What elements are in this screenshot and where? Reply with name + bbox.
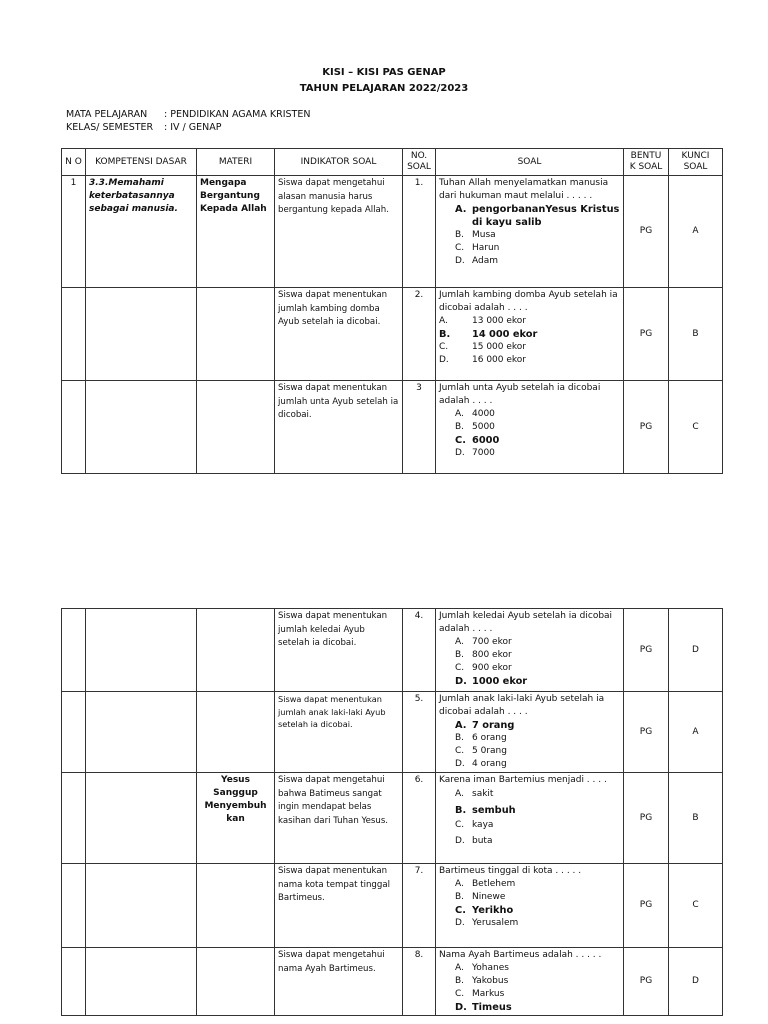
materi: [197, 609, 275, 692]
option-c: C. kaya: [455, 820, 494, 830]
option-c: C. Harun: [455, 243, 500, 253]
option-a: A. sakit: [455, 789, 494, 799]
soal: [436, 609, 624, 692]
indikator: Siswa dapat menentukan jumlah anak laki-laki Ayub setelah ia dicobai.: [275, 692, 403, 773]
soal: [436, 864, 624, 948]
no-soal: 8.: [403, 948, 436, 1016]
table-row: [62, 948, 723, 1016]
option-a: A. 4000: [455, 409, 495, 419]
option-d: D. 1000 ekor: [455, 676, 528, 687]
kunci-soal: D: [669, 948, 723, 1016]
option-d: D. buta: [455, 835, 493, 846]
option-a: A. 13 000 ekor: [439, 316, 526, 326]
option-c: C. 5 0rang: [455, 746, 507, 756]
col-soal: SOAL: [436, 149, 624, 176]
option-b: B. Musa: [455, 230, 496, 240]
question-text: Jumlah kambing domba Ayub setelah ia dicobai adalah . . . .: [439, 290, 618, 313]
indikator: Siswa dapat mengetahui nama Ayah Bartimeus.: [275, 948, 403, 1016]
kunci-soal: B: [669, 288, 723, 381]
bentuk-soal: PG: [624, 288, 669, 381]
kunci-soal: C: [669, 864, 723, 948]
bentuk-soal: PG: [624, 692, 669, 773]
option-c: C. 6000: [455, 435, 500, 446]
materi: [197, 864, 275, 948]
materi: [197, 948, 275, 1016]
option-a: A. pengorbananYesus Kristus di kayu salib: [455, 204, 620, 228]
no-soal: 7.: [403, 864, 436, 948]
bentuk-soal: PG: [624, 773, 669, 864]
question-text: Nama Ayah Bartimeus adalah . . . . .: [439, 950, 602, 960]
materi: Yesus Sanggup Menyembuh kan: [197, 773, 275, 864]
table-header-row: [62, 149, 723, 176]
kunci-soal: A: [669, 176, 723, 288]
kompetensi-dasar: [86, 288, 197, 381]
soal: [436, 692, 624, 773]
indikator: Siswa dapat menentukan nama kota tempat tinggal Bartimeus.: [275, 864, 403, 948]
soal: [436, 381, 624, 474]
option-a: A. 700 ekor: [455, 637, 512, 647]
document-title: KISI – KISI PAS GENAP: [322, 67, 446, 78]
bentuk-soal: PG: [624, 381, 669, 474]
kunci-soal: B: [669, 773, 723, 864]
no-soal: 5.: [403, 692, 436, 773]
option-d: D. Yerusalem: [455, 918, 519, 928]
row-no: [62, 381, 86, 474]
option-d: D. 7000: [455, 448, 495, 458]
indikator: Siswa dapat mengetahui alasan manusia harus bergantung kepada Allah.: [275, 176, 403, 288]
option-d: D. 4 orang: [455, 759, 507, 769]
table-row: [62, 176, 723, 288]
question-text: Tuhan Allah menyelamatkan manusia dari hukuman maut melalui . . . . .: [439, 178, 609, 201]
table-row: [62, 692, 723, 773]
indikator: Siswa dapat menentukan jumlah keledai Ayub setelah ia dicobai.: [275, 609, 403, 692]
col-kompetensi-dasar: KOMPETENSI DASAR: [86, 149, 197, 176]
option-b: B. sembuh: [455, 804, 516, 816]
bentuk-soal: PG: [624, 176, 669, 288]
option-c: C. Markus: [455, 989, 505, 999]
kompetensi-dasar: [86, 773, 197, 864]
row-no: [62, 288, 86, 381]
col-indikator: INDIKATOR SOAL: [275, 149, 403, 176]
kompetensi-dasar: [86, 864, 197, 948]
option-b: B. 5000: [455, 422, 495, 432]
soal: [436, 773, 624, 864]
kompetensi-dasar: [86, 948, 197, 1016]
document-subtitle: TAHUN PELAJARAN 2022/2023: [299, 83, 469, 94]
table-row: [62, 864, 723, 948]
bentuk-soal: PG: [624, 864, 669, 948]
bentuk-soal: PG: [624, 609, 669, 692]
question-text: Jumlah keledai Ayub setelah ia dicobai adalah . . . .: [439, 611, 613, 634]
bentuk-soal: PG: [624, 948, 669, 1016]
no-soal: 2.: [403, 288, 436, 381]
row-no: [62, 773, 86, 864]
row-no: [62, 864, 86, 948]
no-soal: 6.: [403, 773, 436, 864]
row-no: [62, 609, 86, 692]
question-text: Jumlah anak laki-laki Ayub setelah ia dicobai adalah . . . .: [439, 694, 605, 717]
option-d: D. 16 000 ekor: [439, 355, 526, 365]
materi: [197, 381, 275, 474]
option-c: C. 15 000 ekor: [439, 342, 526, 352]
table-row: [62, 609, 723, 692]
no-soal: 3: [403, 381, 436, 474]
materi: [197, 692, 275, 773]
kelas-value: : IV / GENAP: [164, 122, 222, 133]
row-no: [62, 948, 86, 1016]
question-text: Karena iman Bartemius menjadi . . . .: [439, 775, 607, 785]
col-no: N O: [62, 149, 86, 176]
option-c: C. Yerikho: [455, 905, 514, 916]
kunci-soal: D: [669, 609, 723, 692]
soal: [436, 288, 624, 381]
indikator: Siswa dapat menentukan jumlah kambing domba Ayub setelah ia dicobai.: [275, 288, 403, 381]
indikator: Siswa dapat menentukan jumlah unta Ayub setelah ia dicobai.: [275, 381, 403, 474]
option-b: B. Ninewe: [455, 892, 506, 902]
option-b: B. 6 orang: [455, 733, 507, 743]
kompetensi-dasar: [86, 381, 197, 474]
meta-mapel: [66, 109, 310, 120]
option-c: C. 900 ekor: [455, 663, 512, 673]
option-d: D. Timeus: [455, 1002, 512, 1013]
kisi-table-page-2: [61, 608, 723, 1016]
option-b: B. Yakobus: [455, 976, 509, 986]
question-text: Jumlah unta Ayub setelah ia dicobai adalah . . . .: [439, 383, 601, 406]
kisi-table-page-1: [61, 148, 723, 474]
col-kunci-soal: KUNCI SOAL: [669, 149, 723, 176]
kelas-label: KELAS/ SEMESTER: [66, 122, 154, 133]
row-no: 1: [62, 176, 86, 288]
no-soal: 4.: [403, 609, 436, 692]
kompetensi-dasar: 3.3.Memahami keterbatasannya sebagai manusia.: [86, 176, 197, 288]
no-soal: 1.: [403, 176, 436, 288]
option-d: D. Adam: [455, 256, 498, 266]
materi: [197, 288, 275, 381]
col-bentuk-soal: BENTU K SOAL: [624, 149, 669, 176]
soal: [436, 176, 624, 288]
table-row: [62, 288, 723, 381]
meta-kelas: [66, 122, 221, 133]
col-no-soal: NO. SOAL: [403, 149, 436, 176]
mapel-value: : PENDIDIKAN AGAMA KRISTEN: [164, 109, 311, 120]
col-materi: MATERI: [197, 149, 275, 176]
mapel-label: MATA PELAJARAN: [66, 109, 148, 120]
soal: [436, 948, 624, 1016]
option-a: A. Betlehem: [455, 879, 516, 889]
kompetensi-dasar: [86, 692, 197, 773]
option-a: A. 7 orang: [455, 720, 515, 731]
indikator: Siswa dapat mengetahui bahwa Batimeus sangat ingin mendapat belas kasihan dari Tuhan Yesus.: [275, 773, 403, 864]
option-b: B. 14 000 ekor: [439, 329, 538, 340]
row-no: [62, 692, 86, 773]
option-a: A. Yohanes: [455, 963, 509, 973]
kunci-soal: A: [669, 692, 723, 773]
kompetensi-dasar: [86, 609, 197, 692]
kunci-soal: C: [669, 381, 723, 474]
table-row: [62, 381, 723, 474]
table-row: [62, 773, 723, 864]
materi: Mengapa Bergantung Kepada Allah: [197, 176, 275, 288]
option-b: B. 800 ekor: [455, 650, 512, 660]
question-text: Bartimeus tinggal di kota . . . . .: [439, 866, 582, 876]
